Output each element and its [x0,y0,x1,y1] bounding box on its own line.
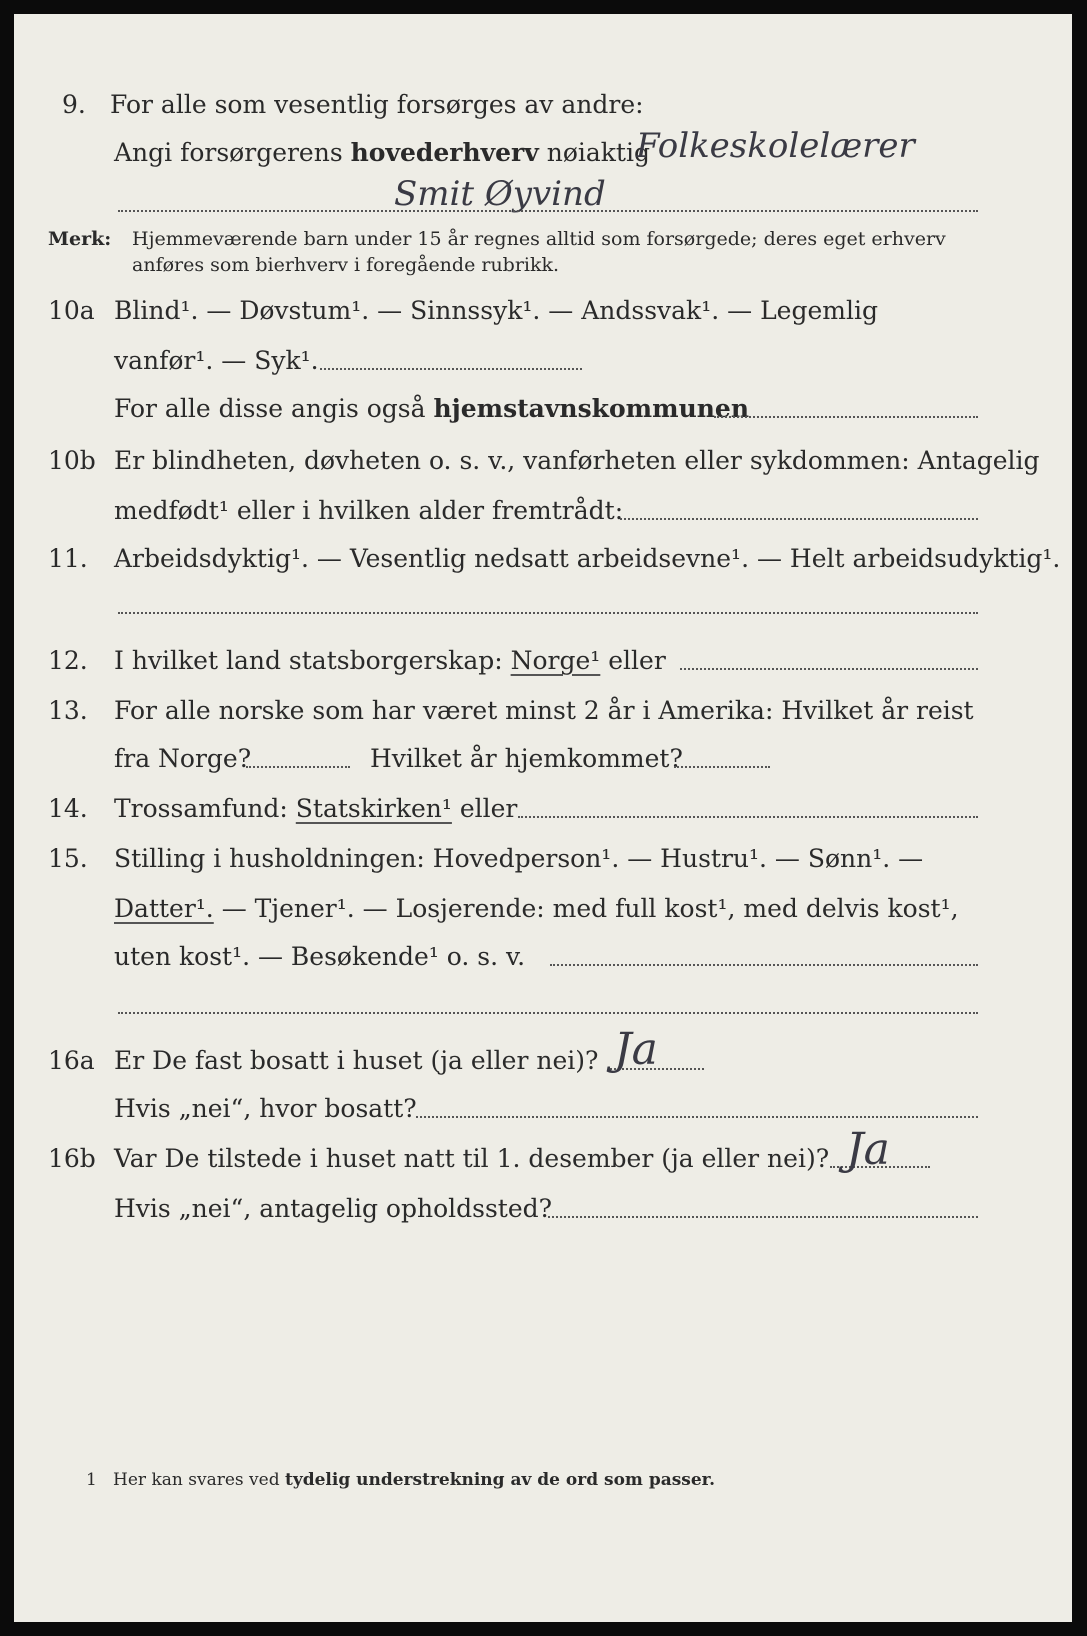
q12-answer-line [680,668,978,670]
q16b-whereabouts-line [548,1216,978,1218]
q9-number: 9. [62,90,86,119]
q15-number: 15. [48,844,88,873]
q12-pre: I hvilket land statsborgerskap: [114,646,511,675]
merk-label: Merk: [48,228,112,250]
footnote-bold: tydelig understrekning av de ord som passer. [284,1470,715,1490]
q9-line2-pre: Angi forsørgerens [114,138,351,167]
q10a-line3-bold: hjemstavnskommunen [433,394,749,423]
q10a-sick-line [320,368,582,370]
q15-answer-line [550,964,978,966]
footnote-pre: Her kan svares ved [113,1470,285,1490]
q15-daughter-underlined: Datter¹. [114,894,214,923]
q9-line2-post: nøiaktig [538,138,650,167]
merk-line2: anføres som bierhverv i foregående rubrikk. [132,254,560,276]
q10a-home-municipality-line [714,416,978,418]
merk-line1: Hjemmeværende barn under 15 år regnes alltid som forsørgede; deres eget erhverv [132,228,946,250]
q13-number: 13. [48,696,88,725]
q16b-line1: Var De tilstede i huset natt til 1. desember (ja eller nei)? [114,1144,830,1173]
q10a-line1: Blind¹. — Døvstum¹. — Sinnssyk¹. — Andssvak¹. — Legemlig [114,296,878,325]
q16b-handwritten-answer: Ja [846,1124,890,1175]
q14-answer-line [518,816,978,818]
q14-state-church-underlined: Statskirken¹ [295,794,452,823]
q9-answer-line [118,210,978,212]
q11-line1: Arbeidsdyktig¹. — Vesentlig nedsatt arbeidsevne¹. — Helt arbeidsudyktig¹. [114,544,1061,573]
q9-line1: For alle som vesentlig forsørges av andre: [110,90,644,119]
q15-line1: Stilling i husholdningen: Hovedperson¹. — Hustru¹. — Sønn¹. — [114,844,924,873]
q15-line2-rest: — Tjener¹. — Losjerende: med full kost¹, med delvis kost¹, [213,894,959,923]
q15-extra-line [118,1012,978,1014]
q15-line3: uten kost¹. — Besøkende¹ o. s. v. [114,942,526,971]
q13-line2a: fra Norge? [114,744,252,773]
q14-pre: Trossamfund: [114,794,296,823]
q10b-line1: Er blindheten, døvheten o. s. v., vanførheten eller sykdommen: Antagelig [114,446,1040,475]
footnote [86,1470,715,1490]
q16a-handwritten-answer: Ja [614,1024,658,1075]
q13-departure-year-line [246,766,350,768]
q16a-line2: Hvis „nei“, hvor bosatt? [114,1094,417,1123]
q16a-number: 16a [48,1046,95,1075]
q9-handwritten-occupation: Folkeskolelærer [636,126,915,166]
q9-line2-bold: hovederhverv [350,138,539,167]
q16b-line2: Hvis „nei“, antagelig opholdssted? [114,1194,553,1223]
q10b-number: 10b [48,446,96,475]
q14-line [114,794,517,824]
q16a-residence-line [416,1116,978,1118]
q10b-line2: medfødt¹ eller i hvilken alder fremtrådt: [114,496,624,525]
q12-number: 12. [48,646,88,675]
q11-number: 11. [48,544,88,573]
q13-line2b: Hvilket år hjemkommet? [370,744,683,773]
q10a-number: 10a [48,296,95,325]
q9-line2 [114,138,650,168]
q10a-line3 [114,394,749,424]
footnote-mark: 1 [86,1470,97,1490]
q13-return-year-line [674,766,770,768]
q14-number: 14. [48,794,88,823]
q10b-answer-line [620,518,978,520]
q9-handwritten-provider: Smit Øyvind [394,174,606,214]
q10a-line3-pre: For alle disse angis også [114,394,434,423]
q13-line1: For alle norske som har været minst 2 år i Amerika: Hvilket år reist [114,696,974,725]
census-form-page [14,14,1072,1622]
q11-answer-line [118,612,978,614]
q12-post: eller [600,646,666,675]
q16a-line1: Er De fast bosatt i huset (ja eller nei)? [114,1046,599,1075]
q14-post: eller [451,794,518,823]
q12-norway-underlined: Norge¹ [510,646,601,675]
q10a-line2: vanfør¹. — Syk¹. [114,346,319,375]
q16b-number: 16b [48,1144,96,1173]
q15-line2 [114,894,959,924]
q12-line [114,646,666,676]
